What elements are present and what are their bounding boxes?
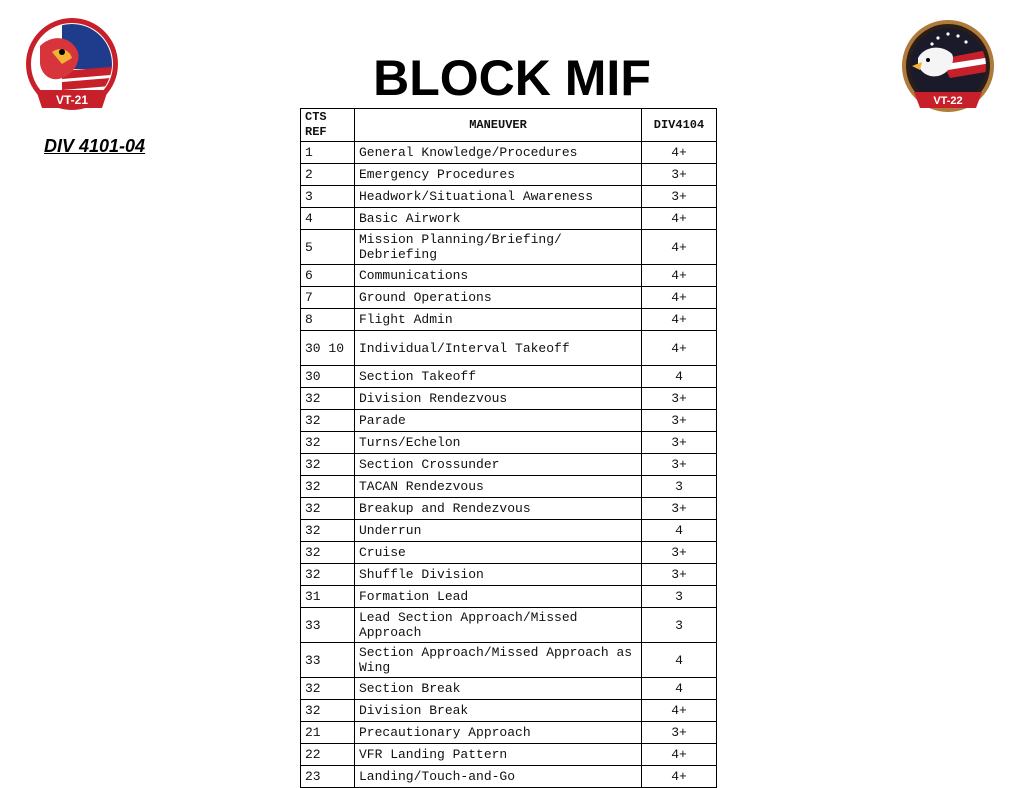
- maneuver-cell: Mission Planning/Briefing/ Debriefing: [355, 230, 642, 265]
- maneuver-cell: General Knowledge/Procedures: [355, 142, 642, 164]
- cts-ref-cell: 32: [301, 388, 355, 410]
- table-row: [301, 287, 717, 309]
- maneuver-cell: Cruise: [355, 542, 642, 564]
- level-cell: 4+: [642, 287, 717, 309]
- maneuver-cell: Breakup and Rendezvous: [355, 498, 642, 520]
- maneuver-cell: Lead Section Approach/Missed Approach: [355, 608, 642, 643]
- header-cts-ref: CTS REF: [301, 109, 355, 142]
- level-cell: 4: [642, 643, 717, 678]
- level-cell: 4+: [642, 700, 717, 722]
- maneuver-cell: Precautionary Approach: [355, 722, 642, 744]
- cts-ref-cell: 32: [301, 564, 355, 586]
- maneuver-cell: Ground Operations: [355, 287, 642, 309]
- table-row: [301, 164, 717, 186]
- maneuver-cell: Landing/Touch-and-Go: [355, 766, 642, 788]
- cts-ref-cell: 31: [301, 586, 355, 608]
- table-row: [301, 678, 717, 700]
- maneuver-cell: Underrun: [355, 520, 642, 542]
- maneuver-cell: Shuffle Division: [355, 564, 642, 586]
- cts-ref-cell: 22: [301, 744, 355, 766]
- level-cell: 4: [642, 678, 717, 700]
- table-row: [301, 722, 717, 744]
- level-cell: 3+: [642, 542, 717, 564]
- cts-ref-cell: 30 10: [301, 331, 355, 366]
- level-cell: 4+: [642, 331, 717, 366]
- maneuver-cell: TACAN Rendezvous: [355, 476, 642, 498]
- cts-ref-cell: 32: [301, 498, 355, 520]
- maneuver-cell: Parade: [355, 410, 642, 432]
- cts-ref-cell: 5: [301, 230, 355, 265]
- cts-ref-cell: 6: [301, 265, 355, 287]
- level-cell: 3+: [642, 432, 717, 454]
- level-cell: 3: [642, 476, 717, 498]
- table-row: [301, 309, 717, 331]
- level-cell: 3+: [642, 410, 717, 432]
- table-row: [301, 366, 717, 388]
- level-cell: 3+: [642, 388, 717, 410]
- table-row: [301, 476, 717, 498]
- header-level: DIV4104: [642, 109, 717, 142]
- level-cell: 4+: [642, 230, 717, 265]
- table-row: [301, 586, 717, 608]
- cts-ref-cell: 32: [301, 678, 355, 700]
- level-cell: 4+: [642, 744, 717, 766]
- maneuver-cell: Headwork/Situational Awareness: [355, 186, 642, 208]
- level-cell: 4: [642, 366, 717, 388]
- cts-ref-cell: 1: [301, 142, 355, 164]
- page-title: BLOCK MIF: [373, 50, 651, 106]
- maneuver-cell: Section Break: [355, 678, 642, 700]
- level-cell: 3+: [642, 454, 717, 476]
- cts-ref-cell: 2: [301, 164, 355, 186]
- cts-ref-cell: 32: [301, 410, 355, 432]
- table-row: [301, 520, 717, 542]
- table-row: [301, 265, 717, 287]
- level-cell: 3: [642, 586, 717, 608]
- cts-ref-cell: 7: [301, 287, 355, 309]
- cts-ref-cell: 33: [301, 643, 355, 678]
- cts-ref-cell: 32: [301, 700, 355, 722]
- cts-ref-cell: 3: [301, 186, 355, 208]
- table-row: [301, 608, 717, 643]
- cts-ref-cell: 21: [301, 722, 355, 744]
- level-cell: 3+: [642, 164, 717, 186]
- maneuver-cell: Flight Admin: [355, 309, 642, 331]
- table-row: [301, 186, 717, 208]
- maneuver-cell: Division Rendezvous: [355, 388, 642, 410]
- level-cell: 4+: [642, 309, 717, 331]
- level-cell: 4+: [642, 142, 717, 164]
- table-row: [301, 454, 717, 476]
- cts-ref-cell: 32: [301, 454, 355, 476]
- cts-ref-cell: 30: [301, 366, 355, 388]
- table-row: [301, 498, 717, 520]
- level-cell: 3+: [642, 498, 717, 520]
- maneuver-cell: Section Takeoff: [355, 366, 642, 388]
- vt-22-patch-icon: [898, 18, 998, 122]
- cts-ref-cell: 32: [301, 542, 355, 564]
- level-cell: 4+: [642, 265, 717, 287]
- cts-ref-cell: 4: [301, 208, 355, 230]
- table-row: [301, 388, 717, 410]
- level-cell: 3+: [642, 186, 717, 208]
- level-cell: 3+: [642, 564, 717, 586]
- maneuver-cell: Basic Airwork: [355, 208, 642, 230]
- table-row: [301, 766, 717, 788]
- table-row: [301, 230, 717, 265]
- table-row: [301, 744, 717, 766]
- course-code-label: DIV 4101-04: [44, 136, 146, 156]
- table-row: [301, 643, 717, 678]
- cts-ref-cell: 33: [301, 608, 355, 643]
- cts-ref-cell: 32: [301, 476, 355, 498]
- cts-ref-cell: 32: [301, 432, 355, 454]
- table-row: [301, 410, 717, 432]
- maneuver-cell: Emergency Procedures: [355, 164, 642, 186]
- vt-22-squadron-patch-logo: [898, 18, 998, 122]
- maneuver-cell: Division Break: [355, 700, 642, 722]
- table-row: [301, 700, 717, 722]
- table-row: [301, 331, 717, 366]
- level-cell: 4+: [642, 208, 717, 230]
- level-cell: 4: [642, 520, 717, 542]
- table-row: [301, 564, 717, 586]
- vt-22-patch-text: VT-22: [933, 95, 963, 107]
- maneuver-cell: Individual/Interval Takeoff: [355, 331, 642, 366]
- cts-ref-cell: 8: [301, 309, 355, 331]
- cts-ref-cell: 23: [301, 766, 355, 788]
- table-row: [301, 432, 717, 454]
- header-maneuver: MANEUVER: [355, 109, 642, 142]
- maneuver-cell: Communications: [355, 265, 642, 287]
- maneuver-cell: Formation Lead: [355, 586, 642, 608]
- maneuver-cell: Section Crossunder: [355, 454, 642, 476]
- vt-21-patch-text: VT-21: [55, 93, 89, 107]
- cts-ref-cell: 32: [301, 520, 355, 542]
- level-cell: 3+: [642, 722, 717, 744]
- table-row: [301, 208, 717, 230]
- maneuver-cell: VFR Landing Pattern: [355, 744, 642, 766]
- level-cell: 4+: [642, 766, 717, 788]
- maneuver-cell: Section Approach/Missed Approach as Wing: [355, 643, 642, 678]
- level-cell: 3: [642, 608, 717, 643]
- table-header-row: [301, 109, 717, 142]
- table-row: [301, 542, 717, 564]
- table-row: [301, 142, 717, 164]
- maneuver-cell: Turns/Echelon: [355, 432, 642, 454]
- mif-table: [300, 108, 717, 788]
